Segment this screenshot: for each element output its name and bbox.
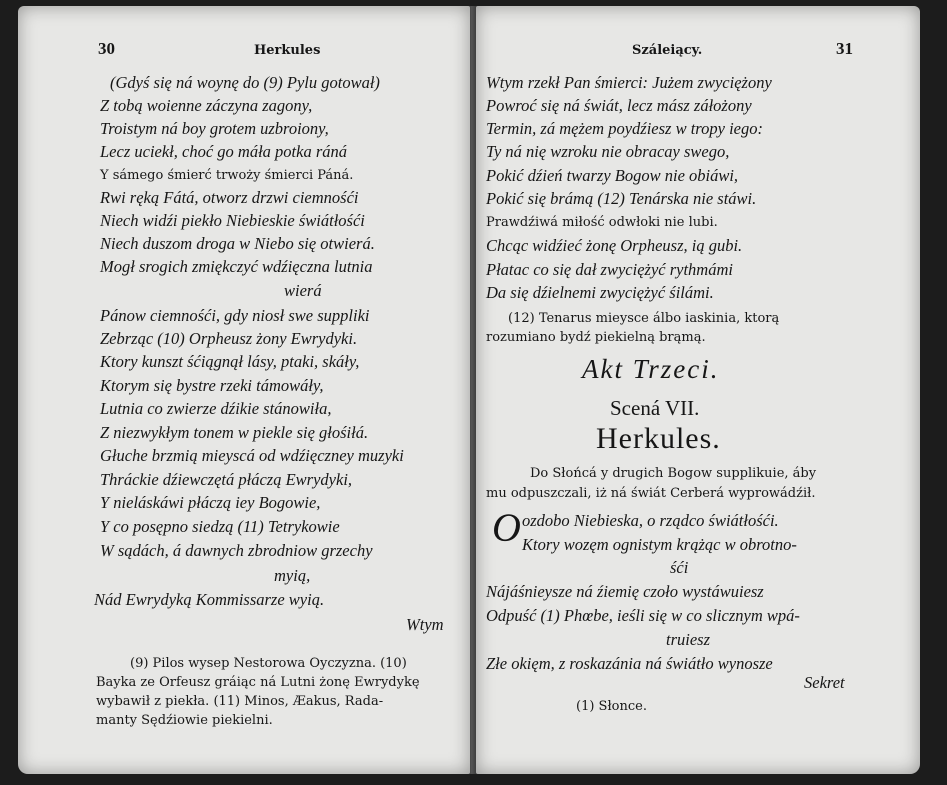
verse-line: Y sámego śmierć trwoży śmierci Páná.: [100, 168, 354, 183]
left-page: [18, 6, 470, 774]
verse-line: Lecz uciekł, choć go máła potka ráná: [100, 142, 347, 161]
catchword-right: Sekret: [804, 673, 845, 692]
verse-line: Prawdźiwá miłość odwłoki nie lubi.: [486, 215, 718, 230]
verse-line: Rwi ręką Fátá, otworz drzwi ciemnośći: [100, 188, 359, 207]
verse-line: Ktory kunszt śćiągnął lásy, ptaki, skáły,: [100, 352, 360, 371]
footnote-line: (9) Pilos wysep Nestorowa Oyczyzna. (10): [130, 656, 407, 671]
drop-cap: O: [492, 505, 521, 550]
verse-line: Z niezwykłym tonem w piekle się głośiłá.: [100, 423, 369, 442]
verse-line: Złe okięm, z roskazánia ná świátło wynosze: [486, 654, 773, 673]
verse-line: Nád Ewrydyką Kommissarze wyią.: [94, 590, 325, 609]
footnote-line: Bayka ze Orfeusz gráiąc ná Lutni żonę Ewrydykę: [96, 675, 420, 690]
right-page: [476, 6, 920, 774]
catchword-left: Wtym: [406, 615, 444, 634]
verse-line: Ty ná nię wzroku nie obracay swego,: [486, 142, 730, 161]
verse-line: Pokić dźień twarzy Bogow nie obiáwi,: [486, 166, 739, 185]
verse-line: Z tobą woienne záczyna zagony,: [100, 96, 313, 115]
verse-line-continuation: myią,: [274, 566, 311, 585]
footnote-line: wybawił z piekła. (11) Minos, Æakus, Rada-: [96, 694, 384, 709]
verse-line: Thráckie dźiewczętá płáczą Ewrydyki,: [100, 470, 353, 489]
verse-line: Pánow ciemnośći, gdy niosł swe suppliki: [100, 306, 370, 325]
running-head-right: Száleiący.: [632, 43, 703, 58]
verse-line-continuation: śći: [670, 558, 689, 577]
footnote-line: rozumiano bydź piekielną brąmą.: [486, 330, 706, 345]
verse-line: (Gdyś się ná woynę do (9) Pylu gotował): [110, 73, 380, 92]
verse-line: ozdobo Niebieska, o rządco świátłośći.: [522, 511, 779, 530]
footnote-line: manty Sędźiowie piekielni.: [96, 713, 273, 728]
stage-direction-line: Do Słońcá y drugich Bogow supplikuie, áby: [530, 466, 817, 481]
verse-line: Ktory wozęm ognistym krążąc w obrotno-: [522, 535, 797, 554]
verse-line: Pokić się brámą (12) Tenárska nie stáwi.: [486, 189, 757, 208]
verse-line: Troistym ná boy grotem uzbroiony,: [100, 119, 329, 138]
verse-line: Y co posępno siedzą (11) Tetrykowie: [100, 517, 340, 536]
verse-line: Zebrząc (10) Orpheusz żony Ewrydyki.: [100, 329, 358, 348]
verse-line: Nájáśnieysze ná źiemię czoło wystáwuiesz: [486, 582, 764, 601]
footnote-line: (1) Słonce.: [576, 699, 647, 714]
speaker-heading: Herkules.: [596, 422, 721, 455]
verse-line: Niech duszom droga w Niebo się otwierá.: [100, 234, 375, 253]
scene-title: Scená VII.: [610, 396, 700, 420]
page-number-right: 31: [836, 39, 853, 58]
verse-line: Wtym rzekł Pan śmierci: Jużem zwyciężony: [486, 73, 772, 92]
verse-line: Da się dźielnemi zwyciężyć śilámi.: [486, 283, 714, 302]
verse-line: Mogł srogich zmiękczyć wdźięczna lutnia: [100, 257, 373, 276]
running-head-left: Herkules: [254, 43, 321, 58]
verse-line: Głuche brzmią mieyscá od wdźięczney muzyki: [100, 446, 404, 465]
verse-line: Powroć się ná świát, lecz mász záłożony: [486, 96, 752, 115]
verse-line: Chcąc widźieć żonę Orpheusz, ią gubi.: [486, 236, 743, 255]
verse-line: Y nieláskáwi płáczą iey Bogowie,: [100, 493, 321, 512]
act-title: Akt Trzeci.: [582, 354, 720, 384]
verse-line: W sądách, á dawnych zbrodniow grzechy: [100, 541, 373, 560]
verse-line-continuation: truiesz: [666, 630, 711, 649]
footnote-line: (12) Tenarus mieysce álbo iaskinia, ktorą: [508, 311, 780, 326]
verse-line: Płatac co się dał zwyciężyć rythmámi: [486, 260, 733, 279]
page-number-left: 30: [98, 39, 115, 58]
stage-direction-line: mu odpuszczali, iż ná świát Cerberá wyprowádźił.: [486, 486, 816, 501]
verse-line: Termin, zá mężem poydźiesz w tropy iego:: [486, 119, 763, 138]
verse-line: Ktorym się bystre rzeki támowáły,: [100, 376, 324, 395]
verse-line: Lutnia co zwierze dźikie stánowiła,: [100, 399, 332, 418]
verse-line-continuation: wierá: [284, 281, 322, 300]
verse-line: Niech widźi piekło Niebieskie świátłośći: [100, 211, 365, 230]
verse-line: Odpuść (1) Phœbe, ieśli się w co slicznym wpá-: [486, 606, 800, 625]
